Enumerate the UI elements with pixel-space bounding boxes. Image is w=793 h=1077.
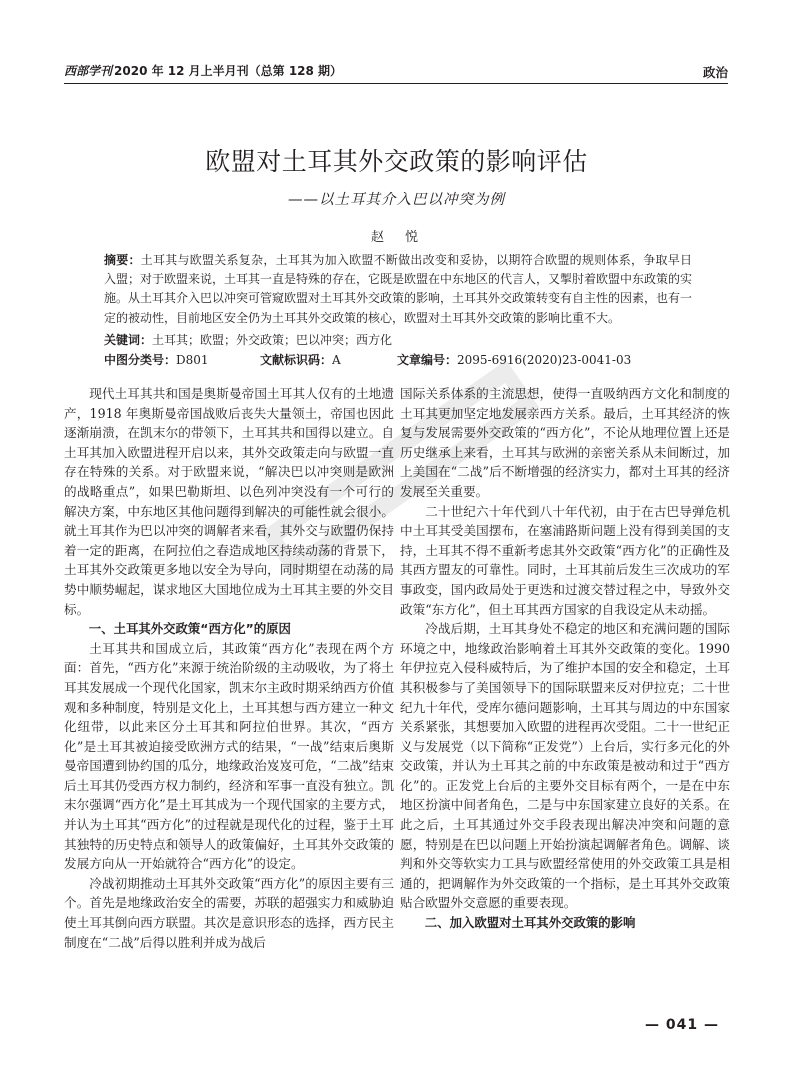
section-heading-2: 二、加入欧盟对土耳其外交政策的影响	[424, 915, 636, 931]
doc-code-value: A	[332, 353, 341, 367]
abstract-text: 土耳其与欧盟关系复杂，土耳其为加入欧盟不断做出改变和妥协，以期符合欧盟的规则体系，争取早日入盟；对于欧盟来说，土耳其一直是特殊的存在，它既是欧盟在中东地区的代言人，又掣肘着欧盟中东政策的实施。从土耳其介入巴以冲突可管窥欧盟对土耳其外交政策的影响，土耳其外交政策转变有自主性的因素，也有一定的被动性，目前地区安全仍为土耳其外交政策的核心，欧盟对土耳其外交政策的影响比重不大。	[104, 253, 693, 325]
paragraph: 国际关系体系的主流思想，使得一直吸纳西方文化和制度的土耳其更加坚定地发展亲西方关系。最后，土耳其经济的恢复与发展需要外交政策的“西方化”，不论从地理位置上还是历史继承上来看，土耳其与欧洲的亲密关系从未间断过，加上美国在“二战”后不断增强的经济实力，都对土耳其的经济发展至关重要。	[400, 386, 730, 499]
paragraph: 冷战后期，土耳其身处不稳定的地区和充满问题的国际环境之中，地缘政治影响着土耳其外交政策的变化。1990 年伊拉克入侵科威特后，为了维护本国的安全和稳定，土耳其积极参与了美国领导下的国际联盟来反对伊拉克；二十世纪九十年代，受库尔德问题影响，土耳其与周边的中东国家关系紧张，其想要加入欧盟的进程再次受阻。二十一世纪正义与发展党（以下简称“正发党”）上台后，实行多元化的外交政策，并认为土耳其之前的中东政策是被动和过于“西方化”的。正发党上台后的主要外交目标有两个，一是在中东地区扮演中间者角色，二是与中东国家建立良好的关系。在此之后，土耳其通过外交手段表现出解决冲突和问题的意愿，特别是在巴以问题上开始扮演起调解者角色。调解、谈判和外交等软实力工具与欧盟经常使用的外交政策工具是相通的，把调解作为外交政策的一个指标，是土耳其外交政策贴合欧盟外交意愿的重要表现。	[400, 621, 730, 911]
clc-value: D801	[176, 353, 209, 367]
document-code	[260, 351, 341, 368]
clc-label: 中图分类号：	[104, 353, 177, 367]
paragraph: 二十世纪六十年代到八十年代初，由于在古巴导弹危机中土耳其受美国摆布，在塞浦路斯问题上没有得到美国的支持，土耳其不得不重新考虑其外交政策“西方化”的正确性及其西方盟友的可靠性。同时，土耳其前后发生三次成功的军事政变，国内政局处于更迭和过渡交替过程之中，导致外交政策“东方化”，但土耳其西方国家的自我设定从未动摇。	[400, 503, 730, 617]
article-no-value: 2095-6916(2020)23-0041-03	[457, 353, 632, 367]
body-column-left	[64, 384, 394, 952]
doc-code-label: 文献标识码：	[260, 353, 333, 367]
keywords-text: 土耳其；欧盟；外交政策；巴以冲突；西方化	[152, 333, 393, 347]
article-subtitle: ——以土耳其介入巴以冲突为例	[288, 192, 505, 208]
clc-code	[104, 351, 209, 368]
article-number	[397, 351, 631, 368]
author-name: 赵 悦	[370, 230, 422, 245]
body-column-right	[400, 384, 730, 933]
article-title: 欧盟对土耳其外交政策的影响评估	[205, 147, 588, 176]
section-heading-1: 一、土耳其外交政策“西方化”的原因	[88, 621, 291, 637]
abstract-label: 摘要：	[104, 253, 141, 267]
journal-logo: 西部学刊	[64, 64, 113, 78]
header-rule	[64, 83, 728, 84]
issue-info: 2020 年 12 月上半月刊（总第 128 期）	[114, 64, 343, 78]
paragraph: 土耳其共和国成立后，其政策“西方化”表现在两个方面：首先，“西方化”来源于统治阶级的主动吸收，为了将土耳其发展成一个现代化国家，凯末尔主政时期采纳西方价值观和多种制度，特别是文化上，土耳其想与西方建立一种文化纽带，以此来区分土耳其和阿拉伯世界。其次，“西方化”是土耳其被迫接受欧洲方式的结果，“一战”结束后奥斯曼帝国遭到协约国的瓜分，地缘政治岌岌可危，“二战”结束后土耳其仍受西方权力制约，经济和军事一直没有独立。凯末尔强调“西方化”是土耳其成为一个现代国家的主要方式，并认为土耳其“西方化”的过程就是现代化的过程，鉴于土耳其独特的历史特点和领导人的政策偏好，土耳其外交政策的发展方向从一开始就符合“西方化”的设定。	[64, 640, 394, 872]
keywords-label: 关键词：	[104, 333, 153, 347]
article-no-label: 文章编号：	[397, 353, 458, 367]
abstract	[104, 251, 692, 328]
keywords	[104, 331, 392, 348]
paragraph: 现代土耳其共和国是奥斯曼帝国土耳其人仅有的土地遗产，1918 年奥斯曼帝国战败后丧失大量领土，帝国也因此逐渐崩溃，在凯末尔的带领下，土耳其共和国得以建立。自土耳其加入欧盟进程开启以来，其外交政策走向与欧盟一直存在特殊的关系。对于欧盟来说，“解决巴以冲突则是欧洲的战略重点”，如果巴勒斯坦、以色列冲突没有一个可行的解决方案，中东地区其他问题得到解决的可能性就会很小。就土耳其作为巴以冲突的调解者来看，其外交与欧盟仍保持着一定的距离，在阿拉伯之春造成地区持续动荡的背景下，土耳其外交政策更多地以安全为导向，同时期望在动荡的局势中顺势崛起，谋求地区大国地位成为土耳其主要的外交目标。	[64, 386, 394, 617]
section-label: 政治	[702, 65, 728, 80]
journal-header	[64, 62, 342, 79]
page-number: — 041 —	[645, 1017, 719, 1033]
paragraph: 冷战初期推动土耳其外交政策“西方化”的原因主要有三个。首先是地缘政治安全的需要，苏联的超强实力和威胁迫使土耳其倒向西方联盟。其次是意识形态的选择，西方民主制度在“二战”后得以胜利并成为战后	[64, 875, 394, 950]
